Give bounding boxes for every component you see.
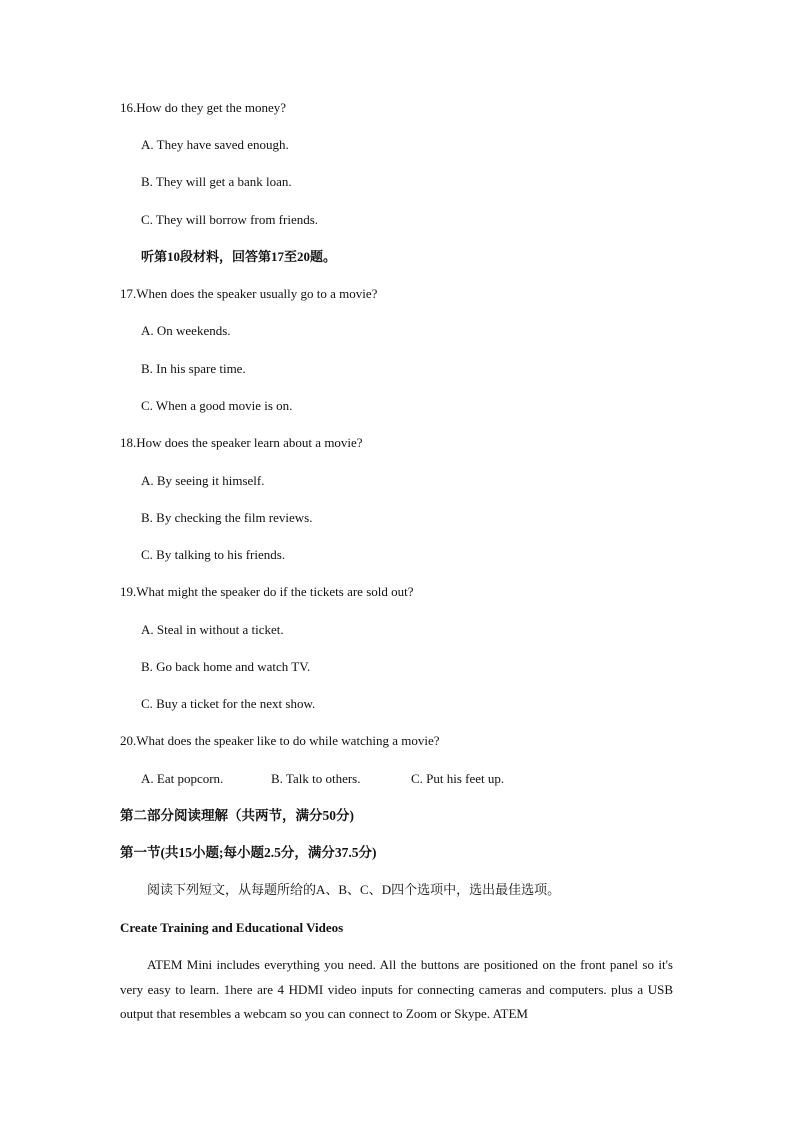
section-note: 听第10段材料，回答第17至20题。 [141,249,337,264]
reading-instruction: 阅读下列短文，从每题所给的A、B、C、D四个选项中，选出最佳选项。 [147,882,561,897]
question-18-option-b: B. By checking the film reviews. [141,510,313,525]
question-16-option-b: B. They will get a bank loan. [141,174,292,189]
passage-paragraph [120,953,673,1027]
question-16-option-a: A. They have saved enough. [141,137,289,152]
question-20-options-row [0,770,794,788]
question-17-option-a: A. On weekends. [141,323,231,338]
question-16-option-c: C. They will borrow from friends. [141,212,319,227]
question-17-stem: 17.When does the speaker usually go to a movie? [120,286,378,301]
question-20-stem: 20.What does the speaker like to do while watching a movie? [120,733,440,748]
section1-title: 第一节(共15小题;每小题2.5分，满分37.5分) [120,845,377,860]
question-20-option-a: A. Eat popcorn. [141,771,224,786]
passage-title: Create Training and Educational Videos [120,920,344,935]
question-19-option-a: A. Steal in without a ticket. [141,622,284,637]
part2-title: 第二部分阅读理解（共两节，满分50分) [120,808,354,823]
question-18-option-a: A. By seeing it himself. [141,473,265,488]
question-19-option-c: C. Buy a ticket for the next show. [141,696,316,711]
question-18-stem: 18.How does the speaker learn about a movie? [120,435,363,450]
passage-text: ATEM Mini includes everything you need. All the buttons are positioned on the front panel so it's very easy to learn. 1here are 4 HDMI video inputs for connecting cameras and computers. plus a USB output that resembles a webcam so you can connect to Zoom or Skype. ATEM [120,957,673,1021]
question-17-option-b: B. In his spare time. [141,361,246,376]
question-19-option-b: B. Go back home and watch TV. [141,659,311,674]
question-18-option-c: C. By talking to his friends. [141,547,286,562]
question-17-option-c: C. When a good movie is on. [141,398,293,413]
question-16-stem: 16.How do they get the money? [120,100,287,115]
question-19-stem: 19.What might the speaker do if the tickets are sold out? [120,584,414,599]
question-20-option-b: B. Talk to others. [271,771,361,786]
question-20-option-c: C. Put his feet up. [411,771,505,786]
